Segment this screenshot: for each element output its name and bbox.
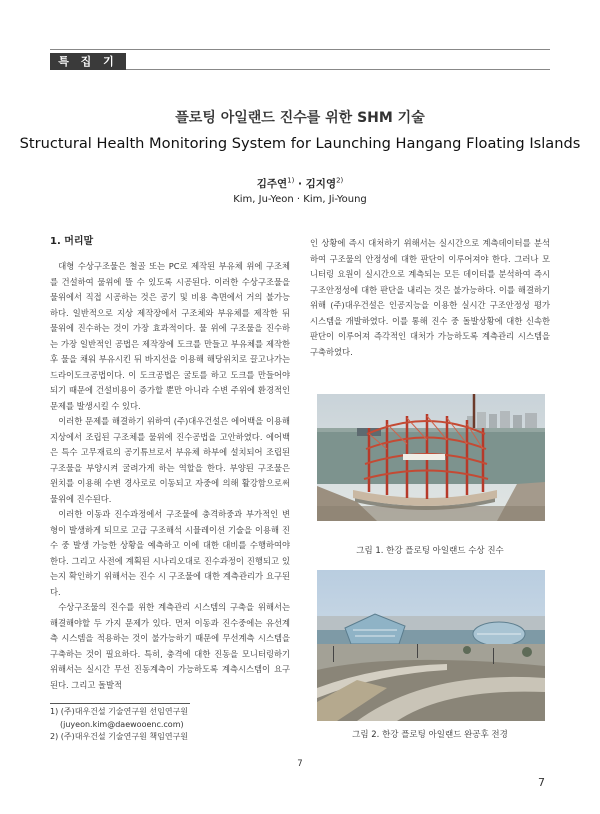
paragraph-4-continued: 인 상황에 즉시 대처하기 위해서는 실시간으로 계측데이터를 분석하여 구조물의 안정성에 대한 판단이 이루어져야 한다. 그러나 모니터링 요원이 실시간으로 계측되는 모든 데이터를 분석하여 즉시 구조안정성에 대한 판단을 내리는 것은 불가능하다. 이를 해결하기 위해 (주)대우건설은 인공지능을 이용한 실시간 구조안정성 평가 시스템을 개발하였다. 이를 통해 진수 중 돌발상황에 대한 신속한 판단이 이루어져 즉각적인 대처가 가능하도록 계측관리 시스템을 구축하였다. <box>310 238 550 357</box>
author-2-sup: 2) <box>336 176 344 185</box>
paragraph-1: 대형 수상구조물은 철골 또는 PC로 제작된 부유체 위에 구조체를 건설하여 물위에 뜰 수 있도록 시공된다. 이러한 수상구조물을 물위에서 직접 시공하는 것은 공기 및 비용 측면에서 거의 불가능하다. 일반적으로 지상 제작장에서 구조체와 부유체를 제작한 뒤 물위에 진수하는 것이 가장 효과적이다. 물 위에 구조물을 진수하는 가장 일반적인 공법은 제작장에 도크를 만들고 부유체를 제작한 후 물을 채워 부유시킨 뒤 바지선을 이용해 해당위치로 끌고나가는 드라이도크공법이다. 이 도크공법은 굴토를 하고 도크를 만들어야 되기 때문에 건설비용이 증가할 뿐만 아니라 수변 주위에 환경적인 문제를 발생시킬 수 있다. <box>50 261 290 411</box>
author-separator: · <box>294 178 306 190</box>
figure-1-caption: 그림 1. 한강 플로팅 아일랜드 수상 진수 <box>356 546 504 556</box>
paragraph-3: 이러한 이동과 진수과정에서 구조물에 충격하중과 부가적인 변형이 발생하게 되므로 고급 구조해석 시뮬레이션 기술을 이용해 진수 중 발생 가능한 상황을 예측하고 이에 대한 대비를 수행하여야 한다. 그리고 사전에 계획된 시나리오대로 진수과정이 진행되고 있는지 확인하기 위해서는 진수 시 구조물에 대한 계측관리가 요구된다. <box>50 509 290 597</box>
header-top-rule <box>50 49 550 50</box>
right-column <box>310 236 550 360</box>
page-number-right: 7 <box>538 776 545 789</box>
figure-1-photo <box>317 394 545 521</box>
title-english: Structural Health Monitoring System for Launching Hangang Floating Islands <box>19 135 581 152</box>
author-1-sup: 1) <box>287 176 295 185</box>
author-2-name: 김지영 <box>305 178 337 190</box>
footnote-rule <box>50 703 190 704</box>
footnote-1-email: (juyeon.kim@daewooenc.com) <box>60 719 184 729</box>
header-tag-rule <box>126 69 550 70</box>
authors-english: Kim, Ju-Yeon · Kim, Ji-Young <box>233 194 367 205</box>
footnotes <box>50 706 290 744</box>
left-column <box>50 235 290 693</box>
section-tag: 특 집 기 사 <box>50 53 126 70</box>
author-1-name: 김주연 <box>256 178 288 190</box>
figure-2-photo <box>317 570 545 721</box>
paragraph-2: 이러한 문제를 해결하기 위하여 (주)대우건설은 에어백을 이용해 지상에서 조립된 구조체를 물위에 진수공법을 고안하였다. 에어백은 특수 고무재료의 공기튜브로서 부유체 하부에 설치되어 조립된 구조물을 부양시켜 굴려가게 하는 역할을 한다. 부양된 구조물은 윈치를 이용해 수변 경사로로 이동되고 자중에 의해 활강함으로써 물위에 진수된다. <box>50 416 290 504</box>
page-number-center: 7 <box>297 759 303 769</box>
footnote-1: 1) (주)대우건설 기술연구원 선임연구원 <box>50 707 189 716</box>
paragraph-4: 수상구조물의 진수를 위한 계측관리 시스템의 구축을 위해서는 해결해야할 두 가지 문제가 있다. 먼저 이동과 진수중에는 유선계측 시스템을 적용하는 것이 불가능하기 때문에 무선계측 시스템을 구축하는 것이 필요하다. 특히, 충격에 대한 진동을 모니터링하기 위해서는 실시간 무선 진동계측이 가능하도록 계측시스템이 요구된다. 그리고 돌발적 <box>50 602 290 690</box>
footnote-2: 2) (주)대우건설 기술연구원 책임연구원 <box>50 732 189 741</box>
title-korean: 플로팅 아일랜드 진수를 위한 SHM 기술 <box>175 110 425 126</box>
authors-korean <box>0 176 600 191</box>
figure-2-caption: 그림 2. 한강 플로팅 아일랜드 완공후 전경 <box>352 730 508 740</box>
section-1-heading: 1. 머리말 <box>50 236 94 247</box>
